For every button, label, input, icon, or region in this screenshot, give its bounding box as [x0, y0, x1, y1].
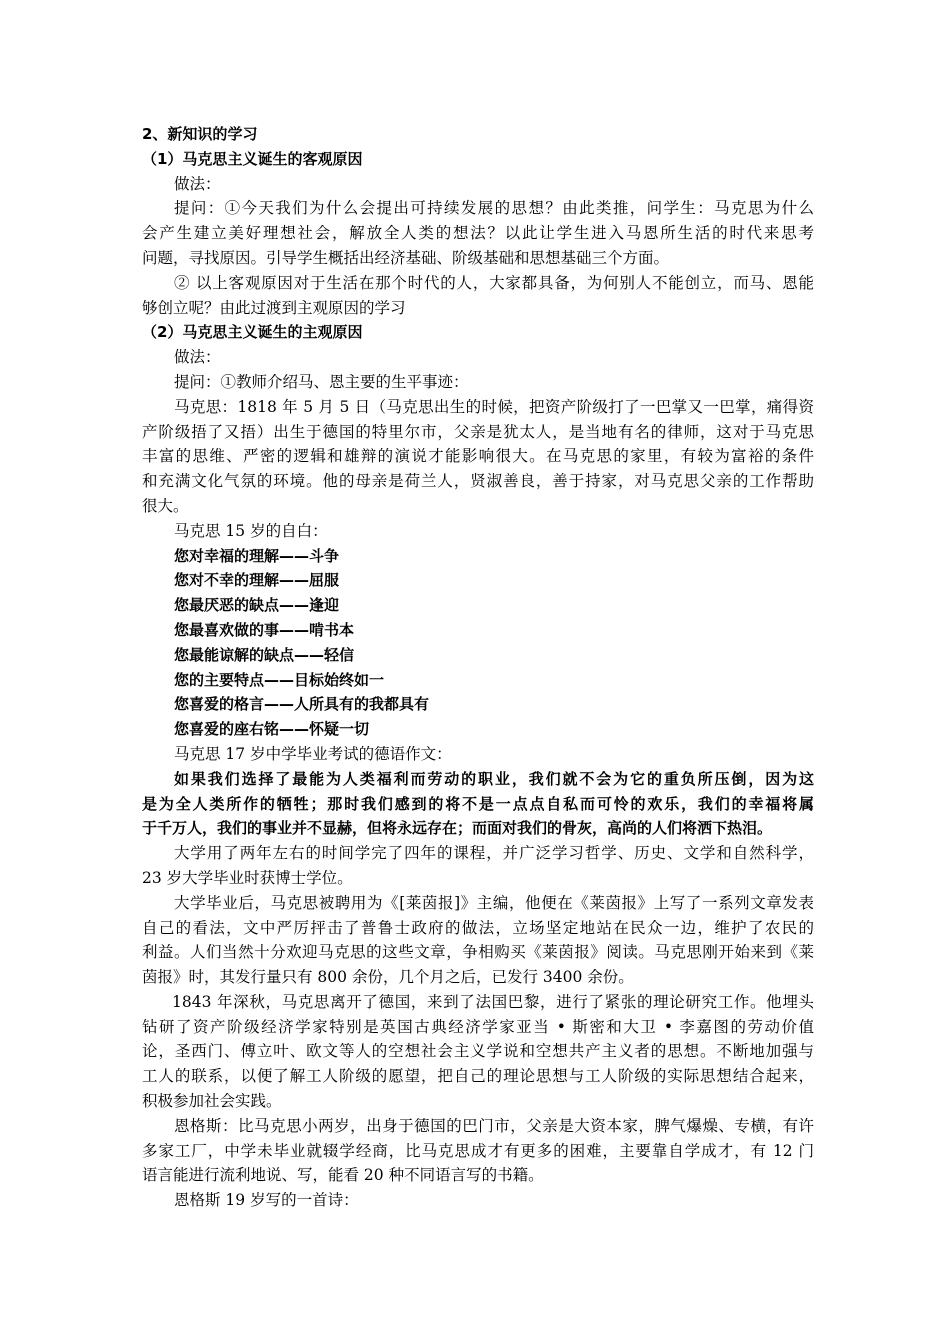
method-label: 做法：: [174, 348, 221, 367]
paragraph-line: 工人的联系，以便了解工人阶级的愿望，把自己的理论思想与工人阶级的实际思想结合起来，: [142, 1067, 814, 1086]
paragraph-line: 1843 年深秋，马克思离开了德国，来到了法国巴黎，进行了紧张的理论研究工作。他埋头: [172, 992, 814, 1011]
self-statement-item: 您对幸福的理解——斗争: [174, 546, 340, 565]
essay-line: 于千万人，我们的事业并不显赫，但将永远存在；而面对我们的骨灰，高尚的人们将洒下热泪。: [142, 819, 773, 838]
self-statement-item: 您喜爱的格言——人所具有的我都具有: [174, 695, 430, 714]
paragraph-line: 茵报》时，其发行量只有 800 余份，几个月之后，已发行 3400 余份。: [142, 968, 634, 987]
paragraph-line: 提问：①今天我们为什么会提出可持续发展的思想？由此类推，问学生：马克思为什么: [174, 199, 814, 218]
self-statement-title: 马克思 15 岁的自白：: [174, 521, 328, 540]
essay-line: 是为全人类所作的牺牲；那时我们感到的将不是一点点自私而可怜的欢乐，我们的幸福将属: [142, 794, 814, 813]
self-statement-item: 您最厌恶的缺点——逢迎: [174, 596, 340, 615]
section-heading: 2、新知识的学习: [142, 125, 258, 143]
essay-line: 如果我们选择了最能为人类福利而劳动的职业，我们就不会为它的重负所压倒，因为这: [174, 769, 814, 788]
self-statement-item: 您喜爱的座右铭——怀疑一切: [174, 720, 370, 739]
paragraph-line: 语言能进行流利地说、写，能看 20 种不同语言写的书籍。: [142, 1166, 544, 1185]
essay-title: 马克思 17 岁中学毕业考试的德语作文：: [174, 744, 452, 763]
paragraph-line: 积极参加社会实践。: [142, 1092, 282, 1111]
paragraph-line: 和充满文化气氛的环境。他的母亲是荷兰人，贤淑善良，善于持家，对马克思父亲的工作帮助: [142, 472, 814, 491]
subsection-title-objective: （1）马克思主义诞生的客观原因: [142, 149, 363, 168]
method-label: 做法：: [174, 174, 221, 193]
self-statement-item: 您对不幸的理解——屈服: [174, 571, 340, 590]
paragraph-line: 论，圣西门、傅立叶、欧文等人的空想社会主义学说和空想共产主义者的思想。不断地加强与: [142, 1042, 814, 1061]
self-statement-item: 您最喜欢做的事——啃书本: [174, 620, 355, 639]
paragraph-line: 问题，寻找原因。引导学生概括出经济基础、阶级基础和思想基础三个方面。: [142, 248, 670, 267]
paragraph-line: 丰富的思维、严密的逻辑和雄辩的演说才能影响很大。在马克思的家里，有较为富裕的条件: [142, 447, 814, 466]
paragraph-line: 大学毕业后，马克思被聘用为《[莱茵报]》主编，他便在《莱茵报》上写了一系列文章发表: [174, 893, 814, 912]
self-statement-item: 您最能谅解的缺点——轻信: [174, 645, 355, 664]
paragraph-line: 马克思：1818 年 5 月 5 日（马克思出生的时候，把资产阶级打了一巴掌又一巴掌，痛得资: [174, 397, 814, 416]
paragraph-line: 很大。: [142, 496, 189, 515]
paragraph-line: 够创立呢？由此过渡到主观原因的学习: [142, 298, 406, 317]
paragraph-line: 钻研了资产阶级经济学家特别是英国古典经济学家亚当 • 斯密和大卫 • 李嘉图的劳动价值: [142, 1017, 814, 1036]
paragraph-line: 自己的看法，文中严厉抨击了普鲁士政府的做法，立场坚定地站在民众一边，维护了农民的: [142, 918, 814, 937]
self-statement-item: 您的主要特点——目标始终如一: [174, 670, 385, 689]
paragraph-line: ② 以上客观原因对于生活在那个时代的人，大家都具备，为何别人不能创立，而马、恩能: [174, 273, 814, 292]
paragraph-line: 产阶级捂了又捂）出生于德国的特里尔市，父亲是犹太人，是当地有名的律师，这对于马克思: [142, 422, 814, 441]
paragraph-line: 会产生建立美好理想社会，解放全人类的想法？以此让学生进入马恩所生活的时代来思考: [142, 224, 814, 243]
subsection-title-subjective: （2）马克思主义诞生的主观原因: [142, 323, 363, 342]
paragraph-line: 利益。人们当然十分欢迎马克思的这些文章，争相购买《莱茵报》阅读。马克思刚开始来到《莱: [142, 943, 814, 962]
document-body: [142, 122, 814, 1213]
paragraph-line: 23 岁大学毕业时获博士学位。: [142, 868, 353, 887]
paragraph-line: 大学用了两年左右的时间学完了四年的课程，并广泛学习哲学、历史、文学和自然科学，: [174, 844, 814, 863]
paragraph-line: 恩格斯：比马克思小两岁，出身于德国的巴门市，父亲是大资本家，脾气爆燥、专横，有许: [174, 1116, 814, 1135]
paragraph-line: 提问：①教师介绍马、恩主要的生平事迹：: [174, 372, 469, 391]
poem-title: 恩格斯 19 岁写的一首诗：: [174, 1191, 359, 1210]
paragraph-line: 多家工厂，中学未毕业就辍学经商，比马克思成才有更多的困难，主要靠自学成才，有 12 门: [142, 1141, 814, 1160]
